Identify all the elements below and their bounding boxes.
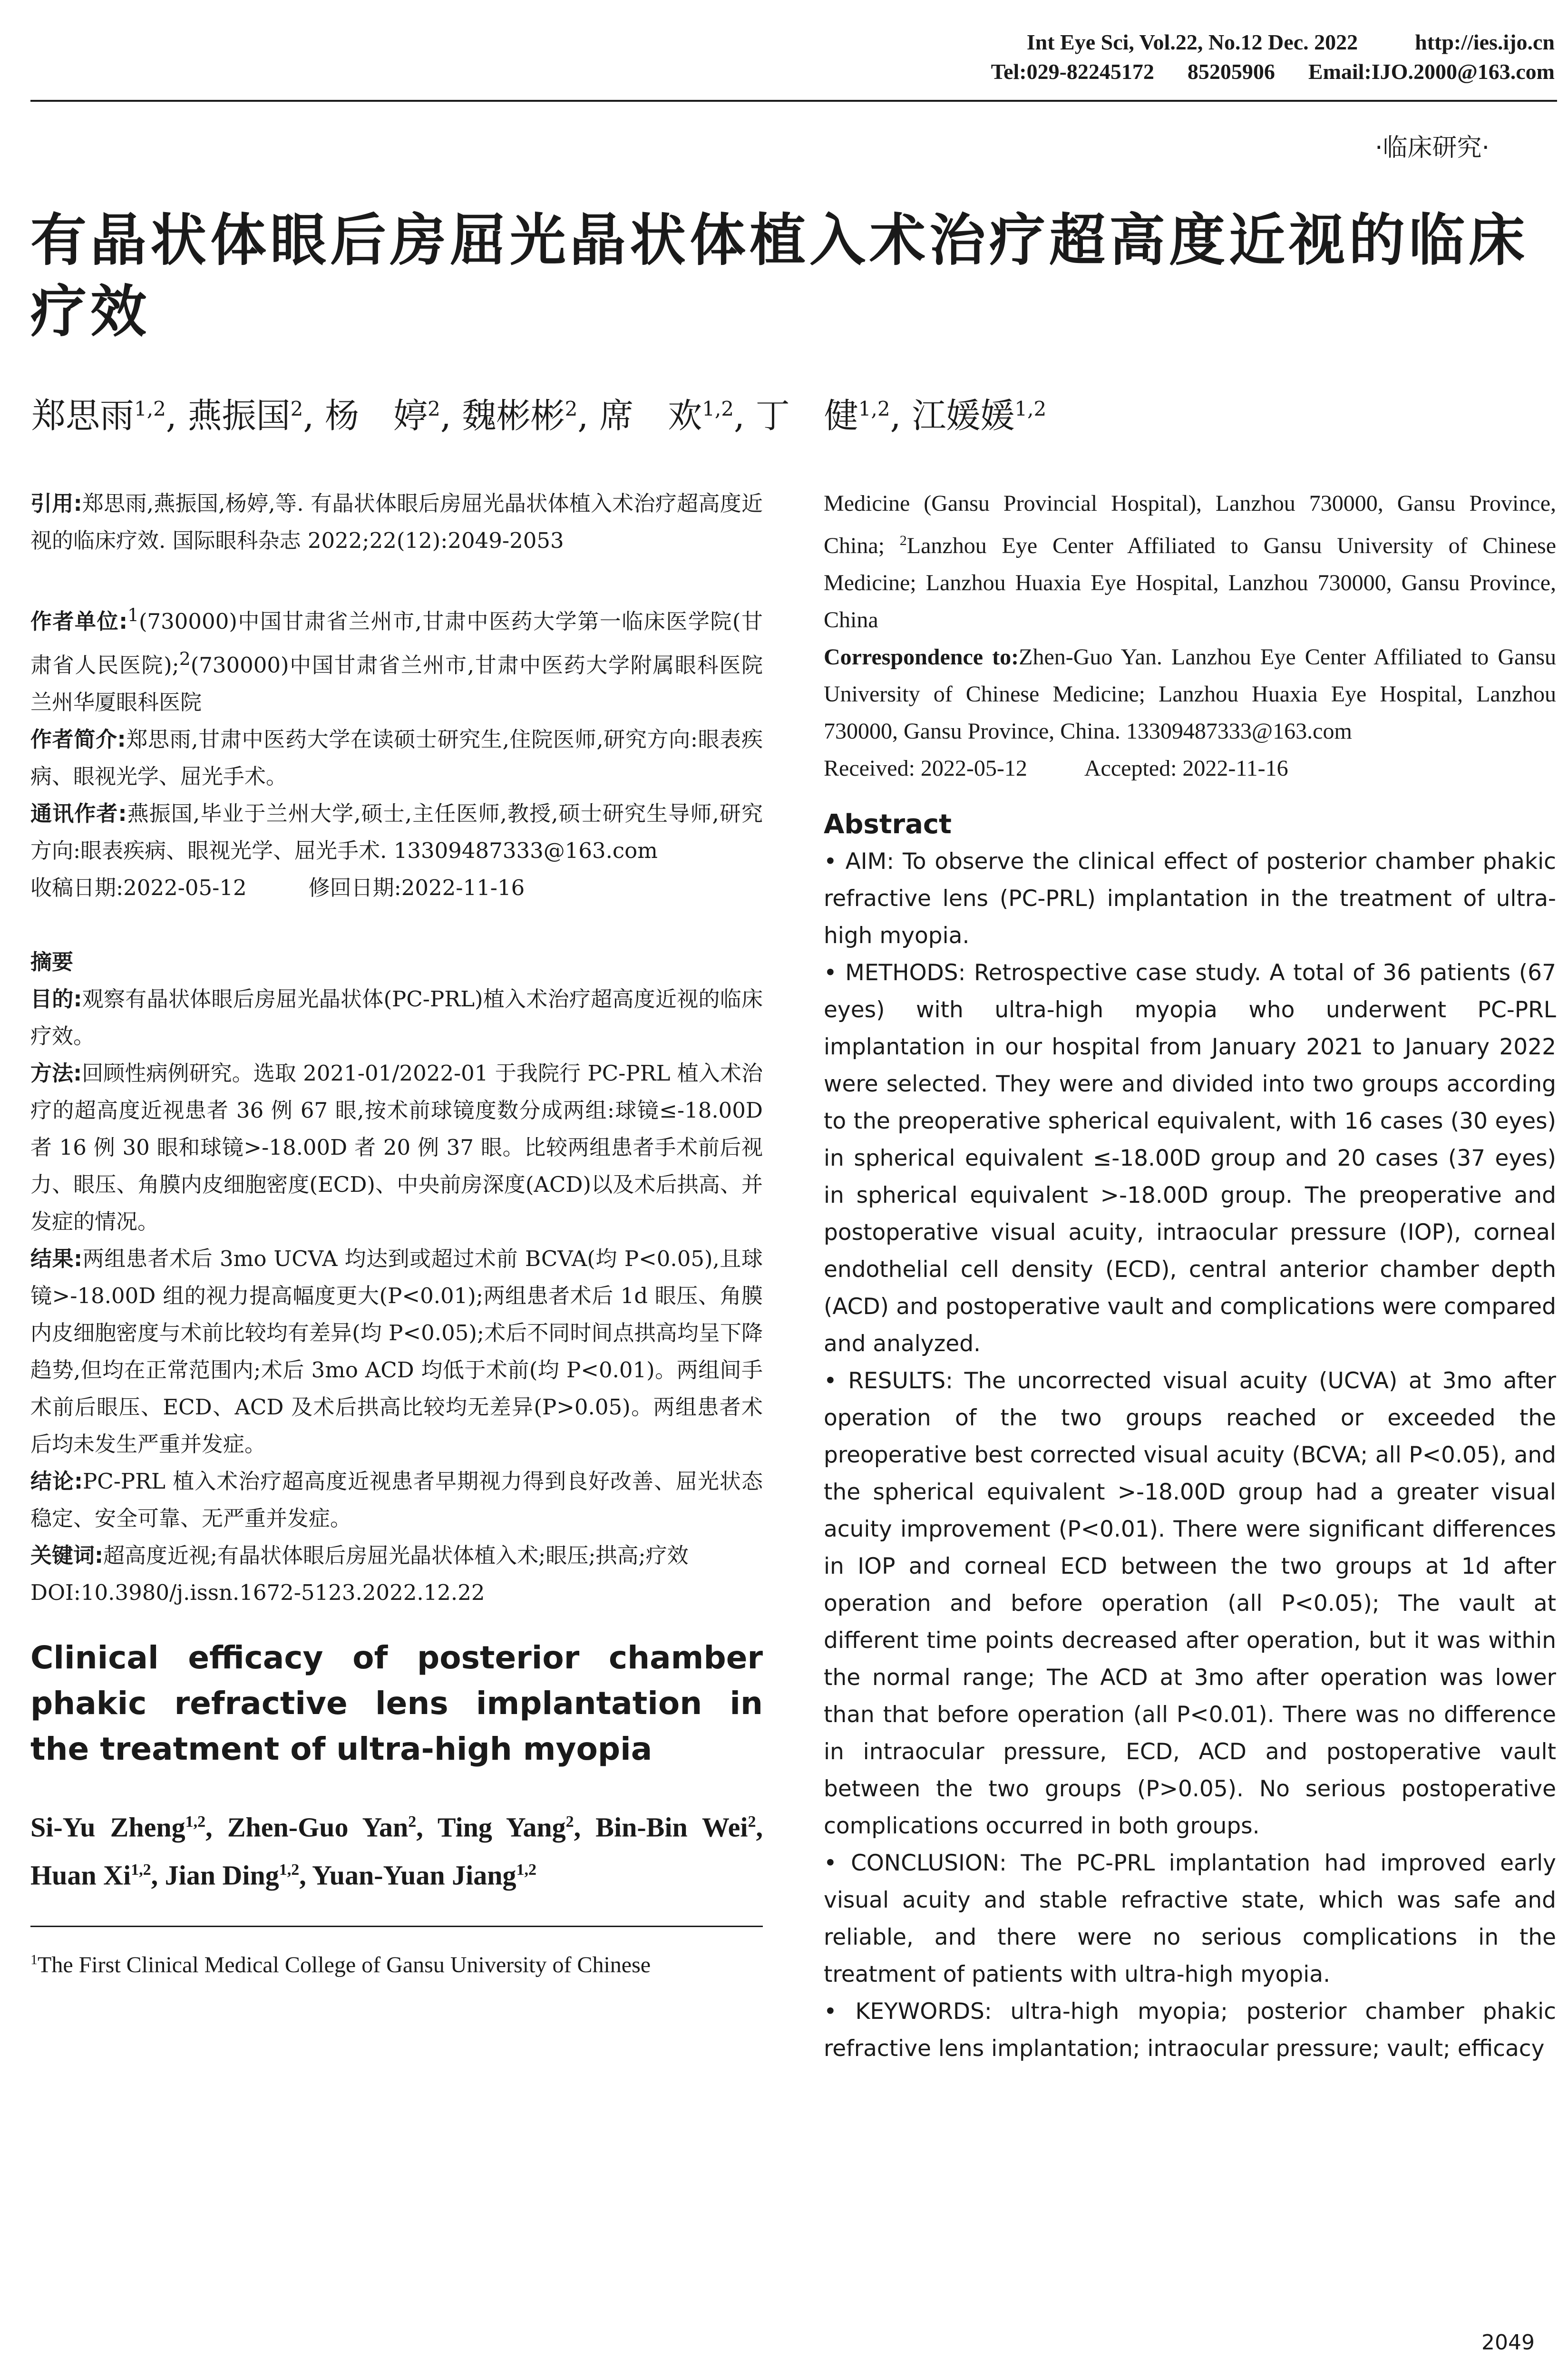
kw-label-cn: 关键词:	[30, 1543, 103, 1568]
footnote-sup: 1	[30, 1951, 38, 1968]
author-cn: 江媛媛	[912, 396, 1015, 436]
accepted-en: Accepted: 2022-11-16	[1084, 756, 1288, 781]
dates-cn	[30, 869, 763, 906]
author-aff: 1,2	[702, 397, 734, 420]
aim-text-cn: 观察有晶状体眼后房屈光晶状体(PC-PRL)植入术治疗超高度近视的临床疗效。	[30, 986, 763, 1049]
conclusion-en: • CONCLUSION: The PC-PRL implantation had improved early visual acuity and stable refractive state, which was safe and reliable, and there were no serious complications in the treatment of patients with ultra-high myopia.	[824, 1850, 1556, 1987]
author-aff: 2	[408, 1813, 417, 1831]
header-rule	[30, 100, 1557, 102]
keywords-cn	[30, 1537, 763, 1574]
author-cn: 燕振国	[187, 396, 291, 436]
author-aff: 1,2	[858, 397, 890, 420]
journal-email[interactable]: Email:IJO.2000@163.com	[1308, 59, 1555, 84]
right-column	[824, 485, 1556, 2067]
abstract-heading-en: Abstract	[824, 809, 952, 840]
author-aff: 1,2	[134, 397, 166, 420]
author-en: Yuan-Yuan Jiang	[312, 1860, 516, 1891]
method-text-cn: 回顾性病例研究。选取 2021-01/2022-01 于我院行 PC-PRL 植入术治疗的超高度近视患者 36 例 67 眼,按术前球镜度数分成两组:球镜≤-18.00D 者 16 例 30 眼和球镜>-18.00D 者 20 例 37 眼。比较两组患者手术前后视力、眼压、角膜内皮细胞密度(ECD)、中央前房深度(ACD)以及术后拱高、并发症的情况。	[30, 1061, 763, 1234]
author-aff: 1,2	[1014, 397, 1047, 420]
corr-label: 通讯作者:	[30, 801, 127, 826]
article-title-en: Clinical efficacy of posterior chamber phakic refractive lens implantation in the treatment of ultra-high myopia	[30, 1639, 763, 1767]
intro-label: 作者简介:	[30, 727, 126, 752]
result-cn	[30, 1240, 763, 1463]
unit-block	[30, 596, 763, 721]
author-cn: 杨 婷	[325, 396, 428, 436]
correspondence-en	[824, 639, 1556, 750]
dates-en	[824, 750, 1556, 787]
author-cn: 郑思雨	[31, 396, 135, 436]
result-label-cn: 结果:	[30, 1246, 83, 1271]
unit-sup: 1	[127, 604, 139, 625]
section-tag: ·临床研究·	[1374, 134, 1490, 162]
revised-cn: 修回日期:2022-11-16	[308, 875, 525, 900]
keywords-en: • KEYWORDS: ultra-high myopia; posterior chamber phakic refractive lens implantation; intraocular pressure; vault; efficacy	[824, 1998, 1556, 2062]
author-aff: 2	[428, 397, 440, 420]
author-cn: 丁 健	[755, 396, 858, 436]
left-column	[30, 485, 763, 1984]
author-aff: 1,2	[279, 1861, 300, 1879]
unit-label: 作者单位:	[30, 609, 128, 634]
author-cn: 席 欢	[599, 396, 702, 436]
journal-url[interactable]: http://ies.ijo.cn	[1415, 30, 1555, 54]
concl-label-cn: 结论:	[30, 1469, 83, 1494]
author-cn: 魏彬彬	[462, 396, 565, 436]
cite-label: 引用:	[30, 491, 82, 516]
intro-text: 郑思雨,甘肃中医药大学在读硕士研究生,住院医师,研究方向:眼表疾病、眼视光学、屈光手术。	[30, 727, 763, 789]
intro-block	[30, 721, 763, 795]
authors-en: Si-Yu Zheng$^{1,2}$, Zhen-Guo Yan$^2$, Ting Yang$^2$, Bin-Bin Wei$^2$, Huan Xi$^{1,2}$, Jian Ding$^{1,2}$, Yuan-Yuan Jiang$^{1,2}$	[30, 1812, 763, 1891]
cite-text: 郑思雨,燕振国,杨婷,等. 有晶状体眼后房屈光晶状体植入术治疗超高度近视的临床疗效. 国际眼科杂志 2022;22(12):2049-2053	[30, 491, 763, 553]
concl-text-cn: PC-PRL 植入术治疗超高度近视患者早期视力得到良好改善、屈光状态稳定、安全可靠、无严重并发症。	[30, 1469, 763, 1531]
journal-tel: Tel:029-82245172	[991, 59, 1154, 84]
author-aff: 1,2	[516, 1861, 536, 1879]
corr-label-en: Correspondence to:	[824, 644, 1019, 670]
author-en: Bin-Bin Wei	[595, 1812, 748, 1843]
author-aff: 2	[290, 397, 303, 420]
aff2-text-en: Lanzhou Eye Center Affiliated to Gansu University of Chinese Medicine; Lanzhou Huaxia Eye Hospital, Lanzhou 730000, Gansu Province, China	[824, 533, 1556, 633]
doi[interactable]: DOI:10.3980/j.issn.1672-5123.2022.12.22	[30, 1580, 485, 1605]
author-en: Zhen-Guo Yan	[227, 1812, 409, 1843]
article-title-cn: 有晶状体眼后房屈光晶状体植入术治疗超高度近视的临床疗效	[30, 207, 1529, 344]
unit-text-1: (730000)中国甘肃省兰州市,甘肃中医药大学第一临床医学院(甘肃省人民医院);	[30, 609, 763, 678]
results-en: • RESULTS: The uncorrected visual acuity (UCVA) at 3mo after operation of the two groups reached or exceeded the preoperative best corrected visual acuity (BCVA; all P<0.05), and the spherical equivalent >-18.00D group had a greater visual acuity improvement (P<0.01). There were significant differences in IOP and corneal ECD between the two groups at 1d after operation and before operation (all P<0.05); The vault at different time points decreased after operation, but it was within the normal range; The ACD at 3mo after operation was lower than that before operation (all P<0.01). There was no difference in intraocular pressure, ECD, ACD and postoperative vault between the two groups (P>0.05). No serious postoperative complications occurred in both groups.	[824, 1368, 1556, 1839]
aff-cont-en: Medicine (Gansu Provincial Hospital), Lanzhou 730000, Gansu Province, China;	[824, 491, 1556, 558]
author-en: Ting Yang	[437, 1812, 566, 1843]
footnote	[30, 1941, 763, 1984]
footnote-text: The First Clinical Medical College of Gansu University of Chinese	[38, 1952, 651, 1978]
methods-en: • METHODS: Retrospective case study. A total of 36 patients (67 eyes) with ultra-high myopia who underwent PC-PRL implantation in our hospital from January 2021 to January 2022 were selected. They were and divided into two groups according to the preoperative spherical equivalent, with 16 cases (30 eyes) in spherical equivalent ≤-18.00D group and 20 cases (37 eyes) in spherical equivalent >-18.00D group. The preoperative and postoperative visual acuity, intraocular pressure (IOP), corneal endothelial cell density (ECD), central anterior chamber depth (ACD) and postoperative vault and complications were compared and analyzed.	[824, 960, 1556, 1357]
journal-header	[991, 28, 1555, 87]
abstract-title-cn	[30, 944, 763, 981]
aff2-sup: 2	[899, 533, 907, 548]
citation-block	[30, 485, 763, 559]
corr-text: 燕振国,毕业于兰州大学,硕士,主任医师,教授,硕士研究生导师,研究方向:眼表疾病、眼视光学、屈光手术. 13309487333@163.com	[30, 801, 763, 863]
page-number: 2049	[1481, 2330, 1535, 2355]
aim-label-cn: 目的:	[30, 986, 82, 1012]
author-en: Jian Ding	[165, 1860, 279, 1891]
received-cn: 收稿日期:2022-05-12	[30, 875, 247, 900]
author-aff: 2	[565, 397, 578, 420]
unit-sup: 2	[179, 648, 191, 669]
author-aff: 1,2	[131, 1861, 151, 1879]
kw-text-cn: 超高度近视;有晶状体眼后房屈光晶状体植入术;眼压;拱高;疗效	[103, 1543, 689, 1568]
footnote-rule	[30, 1926, 763, 1927]
unit-text-2: (730000)中国甘肃省兰州市,甘肃中医药大学附属眼科医院 兰州华厦眼科医院	[30, 653, 763, 715]
aim-en: • AIM: To observe the clinical effect of posterior chamber phakic refractive lens (PC-PRL) implantation in the treatment of ultra-high myopia.	[824, 848, 1556, 949]
corr-block	[30, 795, 763, 869]
aim-cn	[30, 981, 763, 1055]
conclusion-cn	[30, 1463, 763, 1537]
method-label-cn: 方法:	[30, 1061, 82, 1086]
method-cn	[30, 1055, 763, 1240]
result-text-cn: 两组患者术后 3mo UCVA 均达到或超过术前 BCVA(均 P<0.05),且球镜>-18.00D 组的视力提高幅度更大(P<0.01);两组患者术后 1d 眼压、角膜内皮细胞密度与术前比较均有差异(均 P<0.05);术后不同时间点拱高均呈下降趋势,但均在正常范围内;术后 3mo ACD 均低于术前(均 P<0.01)。两组间手术前后眼压、ECD、ACD 及术后拱高比较均无差异(P>0.05)。两组患者术后均未发生严重并发症。	[30, 1246, 763, 1457]
author-en: Si-Yu Zheng	[30, 1812, 185, 1843]
author-en: Huan Xi	[30, 1860, 131, 1891]
author-aff: 2	[565, 1813, 574, 1831]
affiliation-en	[824, 485, 1556, 639]
author-aff: 1,2	[185, 1813, 206, 1831]
authors-cn: 郑思雨$^{1,2}$, 燕振国$^2$, 杨 婷$^2$, 魏彬彬$^2$, 席 欢$^{1,2}$, 丁 健$^{1,2}$, 江媛媛$^{1,2}$	[31, 396, 1047, 436]
corr-text-en: Zhen-Guo Yan. Lanzhou Eye Center Affiliated to Gansu University of Chinese Medicine; Lanzhou Huaxia Eye Hospital, Lanzhou 730000, Gansu Province, China. 13309487333@163.com	[824, 644, 1556, 744]
journal-citation: Int Eye Sci, Vol.22, No.12 Dec. 2022	[1026, 30, 1358, 54]
author-aff: 2	[748, 1813, 756, 1831]
abstract-heading-cn: 摘要	[30, 949, 74, 974]
received-en: Received: 2022-05-12	[824, 756, 1027, 781]
journal-tel2: 85205906	[1187, 59, 1275, 84]
